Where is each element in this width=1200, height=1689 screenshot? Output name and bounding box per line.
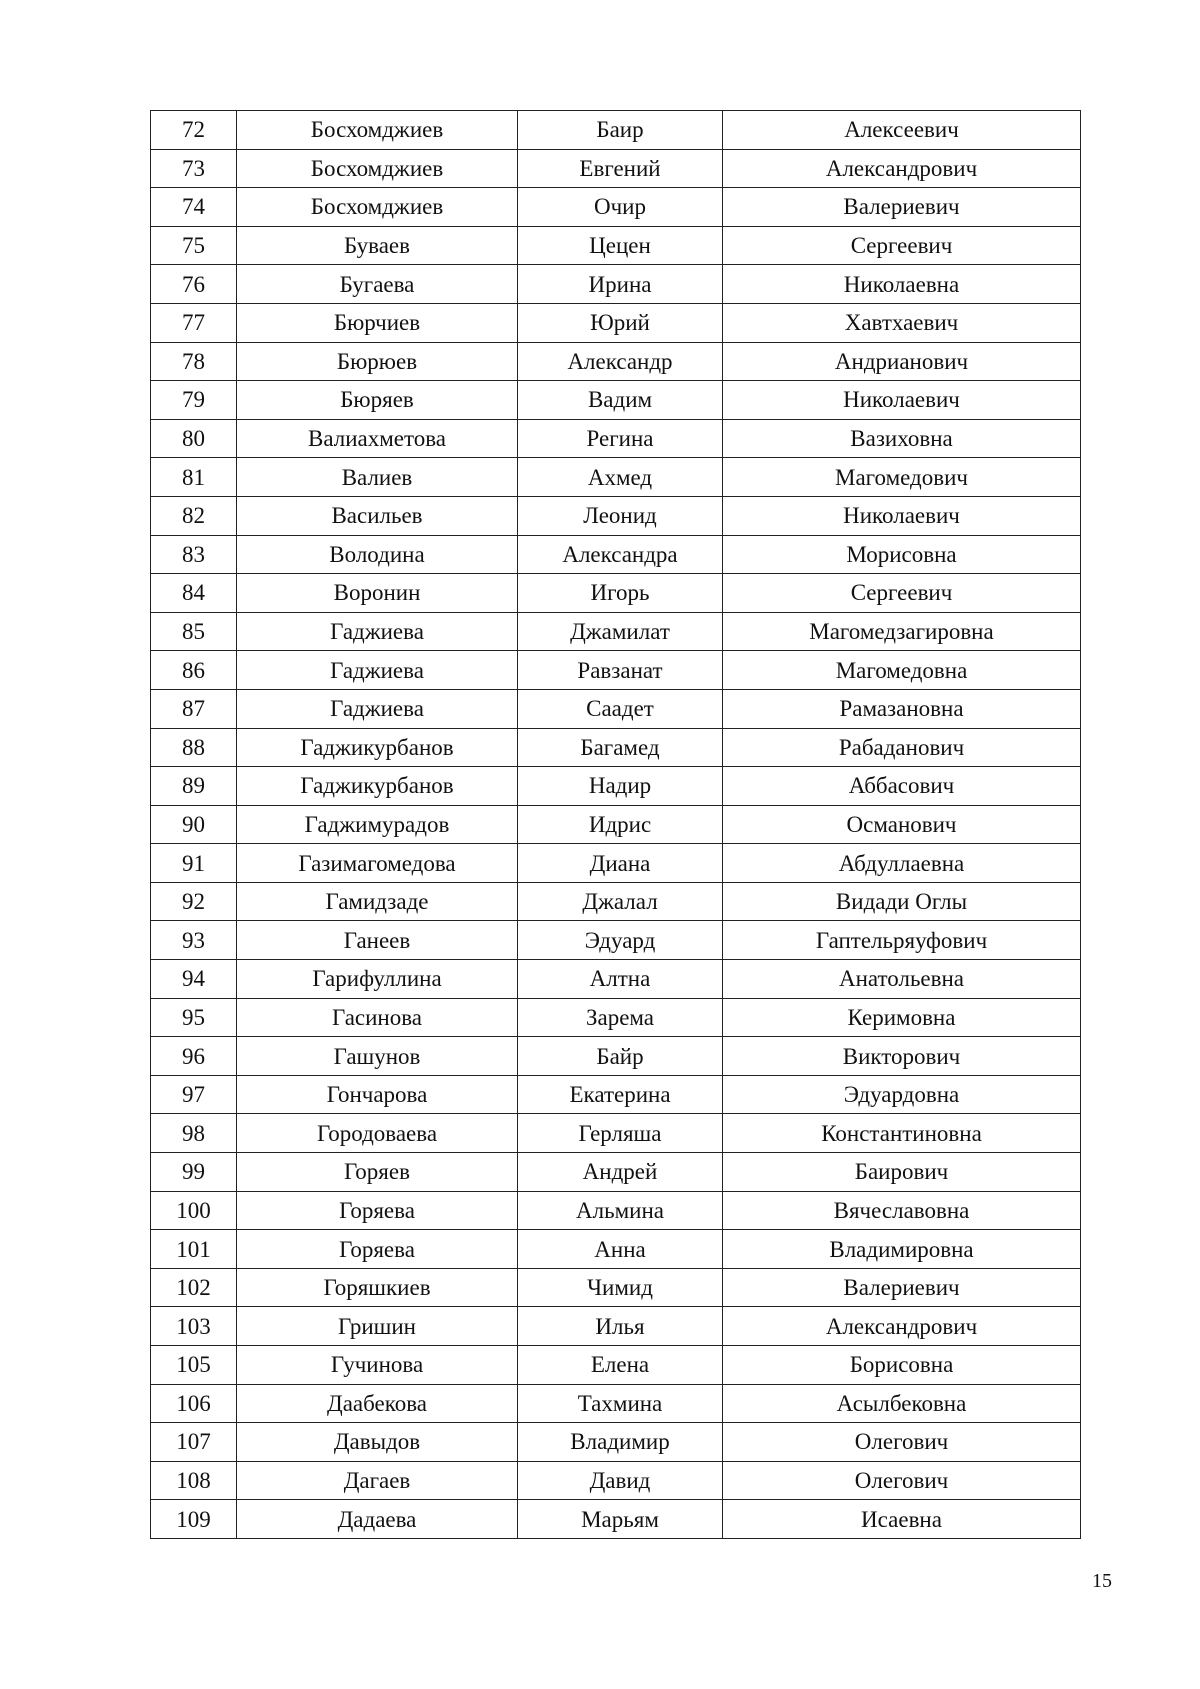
last-name-cell: Васильев — [237, 496, 518, 535]
page-number: 15 — [1092, 1570, 1112, 1592]
last-name-cell: Городоваева — [237, 1114, 518, 1153]
patronymic-cell: Николаевна — [723, 265, 1081, 304]
table-row — [151, 188, 1081, 227]
table-row — [151, 1268, 1081, 1307]
last-name-cell: Бюрчиев — [237, 303, 518, 342]
table-row — [151, 303, 1081, 342]
patronymic-cell: Рамазановна — [723, 689, 1081, 728]
patronymic-cell: Николаевич — [723, 381, 1081, 420]
first-name-cell: Екатерина — [518, 1075, 723, 1114]
last-name-cell: Валиев — [237, 458, 518, 497]
row-number-cell: 81 — [151, 458, 237, 497]
row-number-cell: 77 — [151, 303, 237, 342]
last-name-cell: Гаджимурадов — [237, 805, 518, 844]
first-name-cell: Джамилат — [518, 612, 723, 651]
row-number-cell: 93 — [151, 921, 237, 960]
row-number-cell: 74 — [151, 188, 237, 227]
first-name-cell: Равзанат — [518, 651, 723, 690]
patronymic-cell: Валериевич — [723, 1268, 1081, 1307]
first-name-cell: Алтна — [518, 960, 723, 999]
first-name-cell: Марьям — [518, 1500, 723, 1539]
last-name-cell: Дагаев — [237, 1461, 518, 1500]
first-name-cell: Давид — [518, 1461, 723, 1500]
last-name-cell: Гришин — [237, 1307, 518, 1346]
last-name-cell: Горяев — [237, 1153, 518, 1192]
first-name-cell: Герляша — [518, 1114, 723, 1153]
patronymic-cell: Вазиховна — [723, 419, 1081, 458]
first-name-cell: Надир — [518, 767, 723, 806]
first-name-cell: Ирина — [518, 265, 723, 304]
row-number-cell: 83 — [151, 535, 237, 574]
table-row — [151, 998, 1081, 1037]
patronymic-cell: Абдуллаевна — [723, 844, 1081, 883]
last-name-cell: Гаджиева — [237, 689, 518, 728]
patronymic-cell: Гаптельряуфович — [723, 921, 1081, 960]
first-name-cell: Илья — [518, 1307, 723, 1346]
names-table-body — [151, 111, 1081, 1539]
last-name-cell: Босхомджиев — [237, 149, 518, 188]
table-row — [151, 651, 1081, 690]
patronymic-cell: Алексеевич — [723, 111, 1081, 150]
row-number-cell: 89 — [151, 767, 237, 806]
first-name-cell: Регина — [518, 419, 723, 458]
patronymic-cell: Керимовна — [723, 998, 1081, 1037]
table-row — [151, 111, 1081, 150]
first-name-cell: Ахмед — [518, 458, 723, 497]
patronymic-cell: Валериевич — [723, 188, 1081, 227]
table-row — [151, 960, 1081, 999]
row-number-cell: 103 — [151, 1307, 237, 1346]
table-row — [151, 844, 1081, 883]
first-name-cell: Альмина — [518, 1191, 723, 1230]
patronymic-cell: Александрович — [723, 149, 1081, 188]
first-name-cell: Идрис — [518, 805, 723, 844]
patronymic-cell: Андрианович — [723, 342, 1081, 381]
table-row — [151, 496, 1081, 535]
row-number-cell: 99 — [151, 1153, 237, 1192]
table-row — [151, 419, 1081, 458]
table-row — [151, 1075, 1081, 1114]
last-name-cell: Гарифуллина — [237, 960, 518, 999]
table-row — [151, 574, 1081, 613]
table-row — [151, 728, 1081, 767]
patronymic-cell: Борисовна — [723, 1346, 1081, 1385]
table-row — [151, 1461, 1081, 1500]
row-number-cell: 109 — [151, 1500, 237, 1539]
last-name-cell: Володина — [237, 535, 518, 574]
table-row — [151, 1230, 1081, 1269]
first-name-cell: Цецен — [518, 226, 723, 265]
patronymic-cell: Сергеевич — [723, 574, 1081, 613]
patronymic-cell: Олегович — [723, 1461, 1081, 1500]
first-name-cell: Елена — [518, 1346, 723, 1385]
last-name-cell: Гучинова — [237, 1346, 518, 1385]
patronymic-cell: Хавтхаевич — [723, 303, 1081, 342]
first-name-cell: Евгений — [518, 149, 723, 188]
patronymic-cell: Исаевна — [723, 1500, 1081, 1539]
last-name-cell: Гаджиева — [237, 651, 518, 690]
patronymic-cell: Аббасович — [723, 767, 1081, 806]
row-number-cell: 92 — [151, 882, 237, 921]
last-name-cell: Гаджикурбанов — [237, 728, 518, 767]
table-row — [151, 535, 1081, 574]
table-row — [151, 1346, 1081, 1385]
row-number-cell: 75 — [151, 226, 237, 265]
patronymic-cell: Олегович — [723, 1423, 1081, 1462]
first-name-cell: Байр — [518, 1037, 723, 1076]
last-name-cell: Горяева — [237, 1230, 518, 1269]
patronymic-cell: Константиновна — [723, 1114, 1081, 1153]
first-name-cell: Юрий — [518, 303, 723, 342]
table-row — [151, 767, 1081, 806]
row-number-cell: 80 — [151, 419, 237, 458]
row-number-cell: 72 — [151, 111, 237, 150]
table-row — [151, 689, 1081, 728]
row-number-cell: 107 — [151, 1423, 237, 1462]
last-name-cell: Давыдов — [237, 1423, 518, 1462]
row-number-cell: 73 — [151, 149, 237, 188]
last-name-cell: Бюрюев — [237, 342, 518, 381]
last-name-cell: Газимагомедова — [237, 844, 518, 883]
first-name-cell: Вадим — [518, 381, 723, 420]
row-number-cell: 78 — [151, 342, 237, 381]
patronymic-cell: Рабаданович — [723, 728, 1081, 767]
row-number-cell: 79 — [151, 381, 237, 420]
row-number-cell: 97 — [151, 1075, 237, 1114]
first-name-cell: Зарема — [518, 998, 723, 1037]
last-name-cell: Гамидзаде — [237, 882, 518, 921]
table-row — [151, 612, 1081, 651]
table-row — [151, 1307, 1081, 1346]
patronymic-cell: Магомедовна — [723, 651, 1081, 690]
row-number-cell: 82 — [151, 496, 237, 535]
table-row — [151, 1191, 1081, 1230]
last-name-cell: Босхомджиев — [237, 188, 518, 227]
table-row — [151, 1423, 1081, 1462]
row-number-cell: 100 — [151, 1191, 237, 1230]
last-name-cell: Гаджикурбанов — [237, 767, 518, 806]
last-name-cell: Гашунов — [237, 1037, 518, 1076]
table-row — [151, 1037, 1081, 1076]
first-name-cell: Игорь — [518, 574, 723, 613]
last-name-cell: Воронин — [237, 574, 518, 613]
last-name-cell: Дадаева — [237, 1500, 518, 1539]
table-row — [151, 805, 1081, 844]
row-number-cell: 94 — [151, 960, 237, 999]
first-name-cell: Анна — [518, 1230, 723, 1269]
patronymic-cell: Александрович — [723, 1307, 1081, 1346]
row-number-cell: 91 — [151, 844, 237, 883]
row-number-cell: 76 — [151, 265, 237, 304]
row-number-cell: 85 — [151, 612, 237, 651]
table-row — [151, 1153, 1081, 1192]
first-name-cell: Баир — [518, 111, 723, 150]
last-name-cell: Гаджиева — [237, 612, 518, 651]
first-name-cell: Джалал — [518, 882, 723, 921]
first-name-cell: Эдуард — [518, 921, 723, 960]
table-row — [151, 342, 1081, 381]
table-row — [151, 1500, 1081, 1539]
last-name-cell: Гасинова — [237, 998, 518, 1037]
row-number-cell: 95 — [151, 998, 237, 1037]
table-row — [151, 265, 1081, 304]
table-row — [151, 381, 1081, 420]
first-name-cell: Тахмина — [518, 1384, 723, 1423]
patronymic-cell: Анатольевна — [723, 960, 1081, 999]
first-name-cell: Александр — [518, 342, 723, 381]
first-name-cell: Очир — [518, 188, 723, 227]
table-row — [151, 921, 1081, 960]
patronymic-cell: Эдуардовна — [723, 1075, 1081, 1114]
patronymic-cell: Баирович — [723, 1153, 1081, 1192]
patronymic-cell: Сергеевич — [723, 226, 1081, 265]
last-name-cell: Горяева — [237, 1191, 518, 1230]
row-number-cell: 96 — [151, 1037, 237, 1076]
patronymic-cell: Магомедович — [723, 458, 1081, 497]
row-number-cell: 101 — [151, 1230, 237, 1269]
patronymic-cell: Вячеславовна — [723, 1191, 1081, 1230]
last-name-cell: Горяшкиев — [237, 1268, 518, 1307]
patronymic-cell: Николаевич — [723, 496, 1081, 535]
row-number-cell: 106 — [151, 1384, 237, 1423]
patronymic-cell: Асылбековна — [723, 1384, 1081, 1423]
row-number-cell: 87 — [151, 689, 237, 728]
last-name-cell: Валиахметова — [237, 419, 518, 458]
row-number-cell: 88 — [151, 728, 237, 767]
last-name-cell: Даабекова — [237, 1384, 518, 1423]
last-name-cell: Бюряев — [237, 381, 518, 420]
table-row — [151, 1114, 1081, 1153]
first-name-cell: Александра — [518, 535, 723, 574]
patronymic-cell: Морисовна — [723, 535, 1081, 574]
first-name-cell: Багамед — [518, 728, 723, 767]
row-number-cell: 108 — [151, 1461, 237, 1500]
last-name-cell: Ганеев — [237, 921, 518, 960]
first-name-cell: Диана — [518, 844, 723, 883]
table-row — [151, 1384, 1081, 1423]
row-number-cell: 84 — [151, 574, 237, 613]
row-number-cell: 86 — [151, 651, 237, 690]
last-name-cell: Буваев — [237, 226, 518, 265]
names-table — [150, 110, 1081, 1539]
last-name-cell: Гончарова — [237, 1075, 518, 1114]
first-name-cell: Саадет — [518, 689, 723, 728]
row-number-cell: 105 — [151, 1346, 237, 1385]
table-row — [151, 149, 1081, 188]
patronymic-cell: Видади Оглы — [723, 882, 1081, 921]
first-name-cell: Леонид — [518, 496, 723, 535]
row-number-cell: 102 — [151, 1268, 237, 1307]
table-row — [151, 882, 1081, 921]
row-number-cell: 98 — [151, 1114, 237, 1153]
patronymic-cell: Османович — [723, 805, 1081, 844]
table-row — [151, 458, 1081, 497]
patronymic-cell: Викторович — [723, 1037, 1081, 1076]
table-row — [151, 226, 1081, 265]
last-name-cell: Бугаева — [237, 265, 518, 304]
last-name-cell: Босхомджиев — [237, 111, 518, 150]
patronymic-cell: Магомедзагировна — [723, 612, 1081, 651]
patronymic-cell: Владимировна — [723, 1230, 1081, 1269]
first-name-cell: Владимир — [518, 1423, 723, 1462]
first-name-cell: Андрей — [518, 1153, 723, 1192]
first-name-cell: Чимид — [518, 1268, 723, 1307]
row-number-cell: 90 — [151, 805, 237, 844]
